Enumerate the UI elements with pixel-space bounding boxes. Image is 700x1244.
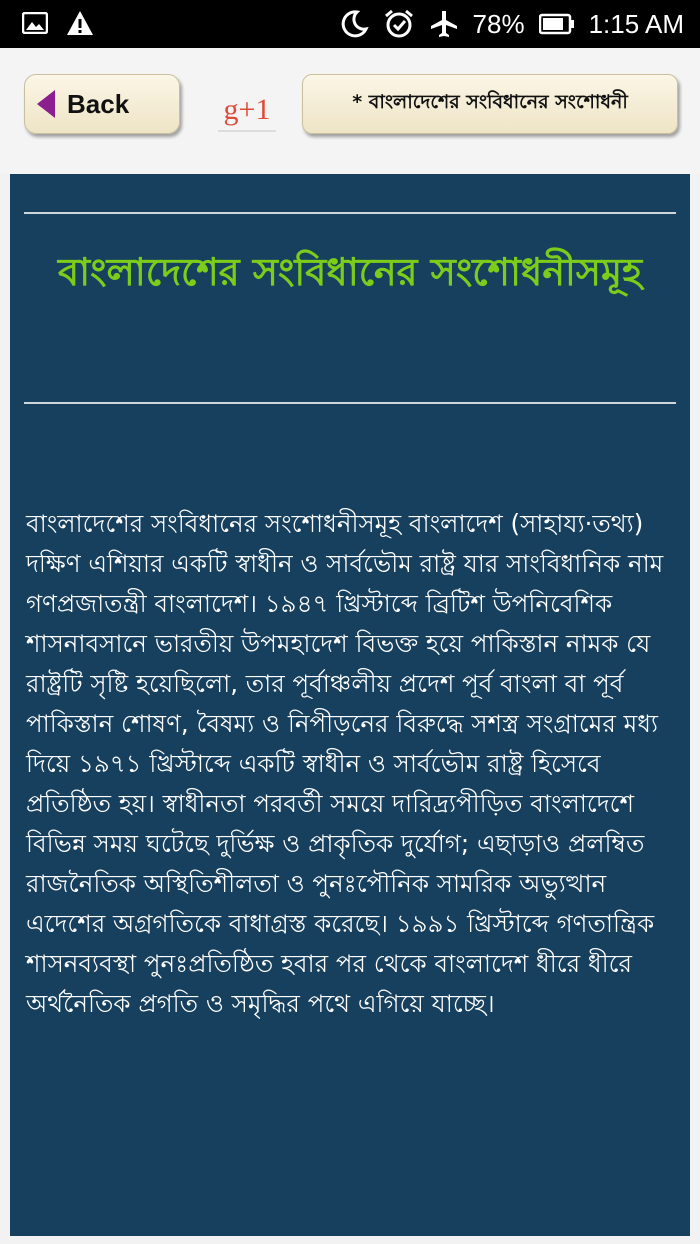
back-button-label: Back [67,88,130,119]
image-icon [22,12,48,34]
airplane-icon [429,9,459,39]
article-panel [10,174,690,1236]
google-plus-icon: g+1 [223,93,271,126]
back-arrow-icon [37,90,55,118]
page-title-button[interactable]: * বাংলাদেশের সংবিধানের সংশোধনী [302,74,678,134]
battery-percent: 78% [472,8,525,39]
status-bar [0,0,700,48]
warning-icon [66,10,94,36]
app-toolbar [0,48,700,174]
divider-top [24,212,676,214]
google-plus-one-button[interactable] [218,90,276,132]
moon-icon [339,9,369,39]
clock: 1:15 AM [588,8,684,39]
article-heading: বাংলাদেশের সংবিধানের সংশোধনীসমূহ [57,250,643,294]
article-body: বাংলাদেশের সংবিধানের সংশোধনীসমূহ বাংলাদেশ (সাহায্য·তথ্য) দক্ষিণ এশিয়ার একটি স্বাধীন ও সার্বভৌম রাষ্ট্র যার সাংবিধানিক নাম গণপ্রজাতন্ত্রী বাংলাদেশ। ১৯৪৭ খ্রিস্টাব্দে ব্রিটিশ উপনিবেশিক শাসনাবসানে ভারতীয় উপমহাদেশ বিভক্ত হয়ে পাকিস্তান নামক যে রাষ্ট্রটি সৃষ্টি হয়েছিলো, তার পূর্বাঞ্চলীয় প্রদেশ পূর্ব বাংলা বা পূর্ব পাকিস্তান শোষণ, বৈষম্য ও নিপীড়নের বিরুদ্ধে সশস্ত্র সংগ্রামের মধ্য দিয়ে ১৯৭১ খ্রিস্টাব্দে একটি স্বাধীন ও সার্বভৌম রাষ্ট্র হিসেবে প্রতিষ্ঠিত হয়। স্বাধীনতা পরবর্তী সময়ে দারিদ্র্যপীড়িত বাংলাদেশে বিভিন্ন সময় ঘটেছে দুর্ভিক্ষ ও প্রাকৃতিক দুর্যোগ; এছাড়াও প্রলম্বিত রাজনৈতিক অস্থিতিশীলতা ও পুনঃপৌনিক সামরিক অভ্যুত্থান এদেশের অগ্রগতিকে বাধাগ্রস্ত করেছে। ১৯৯১ খ্রিস্টাব্দে গণতান্ত্রিক শাসনব্যবস্থা পুনঃপ্রতিষ্ঠিত হবার পর থেকে বাংলাদেশ ধীরে ধীরে অর্থনৈতিক প্রগতি ও সমৃদ্ধির পথে এগিয়ে যাচ্ছে। [26,509,664,1018]
battery-icon [539,13,575,35]
alarm-icon [383,8,415,40]
back-button[interactable] [24,74,180,134]
divider-bottom [24,402,676,404]
